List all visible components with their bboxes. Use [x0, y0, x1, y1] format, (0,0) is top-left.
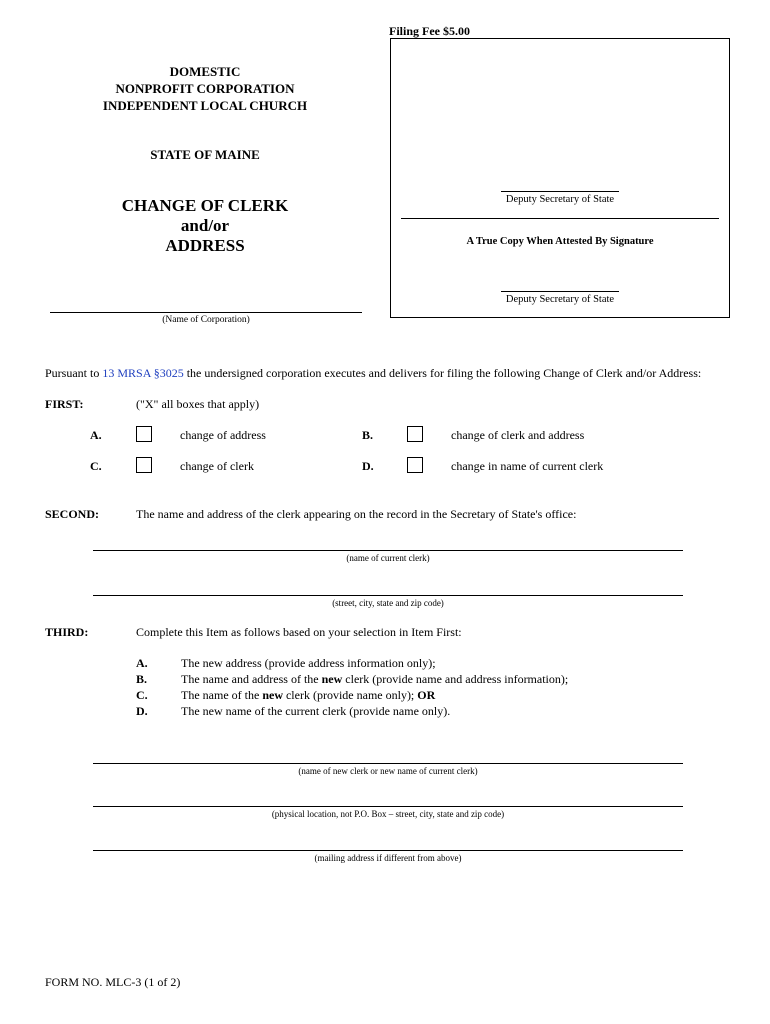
option-c-text: change of clerk	[180, 459, 254, 473]
third-item-c-before: The name of the	[181, 688, 263, 702]
third-item-d-letter: D.	[136, 704, 148, 718]
third-text: Complete this Item as follows based on your selection in Item First:	[136, 625, 462, 639]
heading-line-3: INDEPENDENT LOCAL CHURCH	[102, 98, 308, 113]
form-title-line-1: CHANGE OF CLERK	[121, 196, 289, 215]
corporation-name-field[interactable]	[50, 312, 362, 313]
form-heading	[60, 63, 350, 114]
option-b-checkbox[interactable]	[407, 426, 423, 442]
third-item-a-before: The new address (provide address information only);	[181, 656, 436, 670]
heading-line-1: DOMESTIC	[169, 64, 241, 79]
option-a-letter: A.	[90, 428, 102, 442]
option-d-checkbox[interactable]	[407, 457, 423, 473]
form-title	[60, 196, 350, 256]
option-b-text: change of clerk and address	[451, 428, 585, 442]
option-c-letter: C.	[90, 459, 102, 473]
current-clerk-address-field[interactable]	[93, 595, 683, 596]
option-a-checkbox[interactable]	[136, 426, 152, 442]
physical-location-label: (physical location, not P.O. Box – street, city, state and zip code)	[271, 809, 505, 819]
third-item-c-or: OR	[417, 688, 436, 702]
heading-line-2: NONPROFIT CORPORATION	[115, 81, 295, 96]
deputy-signature-line-2	[501, 291, 619, 292]
option-b-letter: B.	[362, 428, 374, 442]
deputy-label-2: Deputy Secretary of State	[505, 294, 615, 305]
third-label: THIRD:	[45, 625, 89, 639]
third-item-d-text	[181, 704, 450, 719]
physical-location-field[interactable]	[93, 806, 683, 807]
third-item-c-letter: C.	[136, 688, 148, 702]
first-instruction: ("X" all boxes that apply)	[136, 397, 260, 411]
deputy-label-1: Deputy Secretary of State	[505, 194, 615, 205]
option-d-letter: D.	[362, 459, 374, 473]
option-c-checkbox[interactable]	[136, 457, 152, 473]
third-item-c-text	[181, 688, 435, 703]
filing-fee: Filing Fee $5.00	[389, 24, 470, 38]
mailing-address-field[interactable]	[93, 850, 683, 851]
current-clerk-name-field[interactable]	[93, 550, 683, 551]
third-item-d-before: The new name of the current clerk (provide name only).	[181, 704, 451, 718]
third-item-a-text	[181, 656, 436, 671]
third-item-a-letter: A.	[136, 656, 148, 670]
second-label: SECOND:	[45, 507, 100, 521]
third-item-c-bold: new	[262, 688, 283, 702]
intro-prefix: Pursuant to	[45, 366, 103, 380]
mailing-address-label: (mailing address if different from above)	[314, 853, 462, 863]
form-number: FORM NO. MLC-3 (1 of 2)	[45, 975, 181, 989]
third-item-b-letter: B.	[136, 672, 148, 686]
attest-divider	[401, 218, 719, 219]
new-clerk-name-label: (name of new clerk or new name of current clerk)	[298, 766, 478, 776]
true-copy-label: A True Copy When Attested By Signature	[466, 236, 654, 247]
intro-suffix: the undersigned corporation executes and delivers for filing the following Change of Clerk and/or Address:	[183, 366, 702, 380]
current-clerk-address-label: (street, city, state and zip code)	[332, 598, 444, 608]
state-heading: STATE OF MAINE	[150, 147, 260, 162]
corporation-name-label: (Name of Corporation)	[162, 315, 250, 325]
second-text: The name and address of the clerk appearing on the record in the Secretary of State's office:	[136, 507, 577, 521]
third-item-b-text	[181, 672, 568, 687]
deputy-signature-line-1	[501, 191, 619, 192]
new-clerk-name-field[interactable]	[93, 763, 683, 764]
option-d-text: change in name of current clerk	[451, 459, 604, 473]
form-title-line-2: and/or	[180, 216, 230, 235]
third-item-b-after: clerk (provide name and address information);	[342, 672, 569, 686]
third-item-b-before: The name and address of the	[181, 672, 322, 686]
intro-paragraph	[45, 366, 745, 381]
first-label: FIRST:	[45, 397, 84, 411]
statute-link[interactable]: 13 MRSA §3025	[102, 366, 184, 380]
current-clerk-name-label: (name of current clerk)	[346, 553, 430, 563]
option-a-text: change of address	[180, 428, 266, 442]
third-item-c-after: clerk (provide name only);	[282, 688, 418, 702]
attestation-box	[390, 38, 730, 318]
form-title-line-3: ADDRESS	[165, 236, 245, 255]
third-item-b-bold: new	[321, 672, 343, 686]
